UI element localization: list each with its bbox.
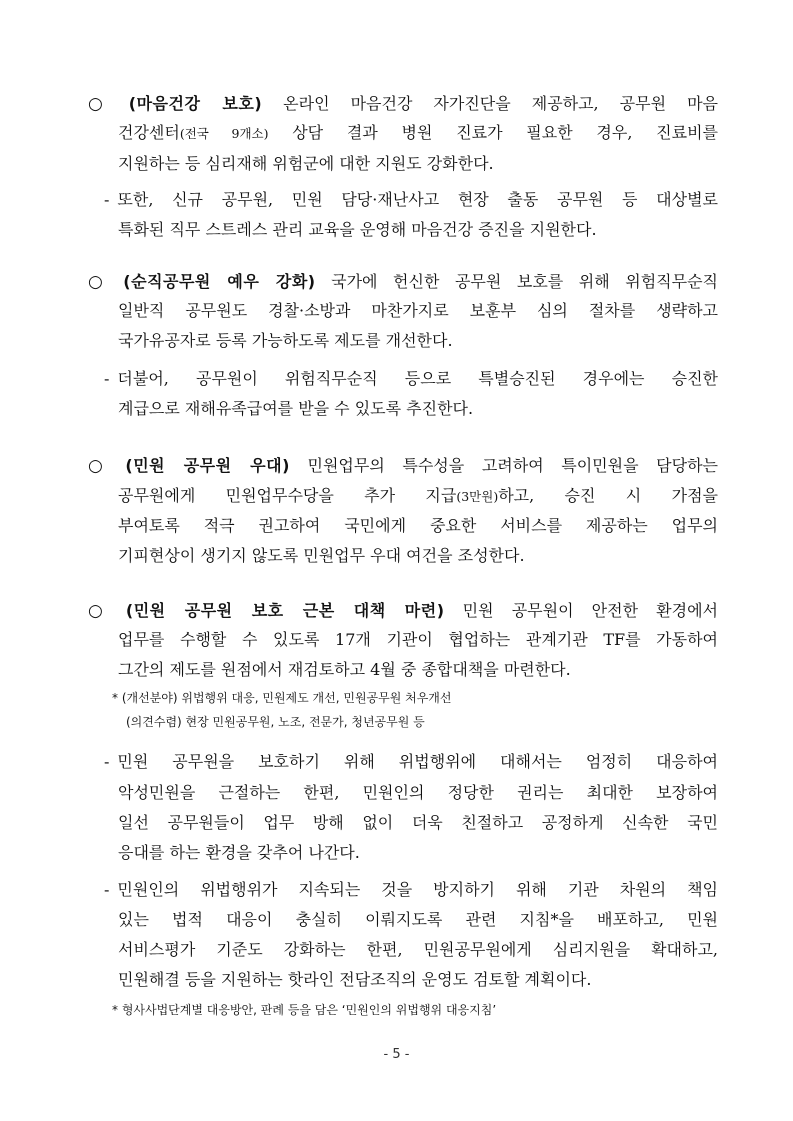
section-line: ○ (민원 공무원 우대) 민원업무의 특수성을 고려하여 특이민원을 담당하는 xyxy=(88,456,718,476)
page-number: - 5 - xyxy=(383,1047,410,1062)
section-line: 그간의 제도를 원점에서 재검토하고 4월 중 종합대책을 마련한다. xyxy=(118,660,571,679)
footnote: * 형사사법단계별 대응방안, 판례 등을 담은 ‘민원인의 위법행위 대응지침’ xyxy=(112,1003,497,1017)
dash-bullet-line: - 민원인의 위법행위가 지속되는 것을 방지하기 위해 기관 차원의 책임 xyxy=(104,880,718,899)
dash-bullet-line: 일선 공무원들이 업무 방해 없이 더욱 친절하고 공정하게 신속한 국민 xyxy=(118,813,718,832)
section-line: 기피현상이 생기지 않도록 민원업무 우대 여건을 조성한다. xyxy=(118,546,525,565)
dash-icon: - xyxy=(104,369,110,388)
section-heading: (민원 공무원 보호 근본 대책 마련) xyxy=(125,601,445,620)
section-line: 국가유공자로 등록 가능하도록 제도를 개선한다. xyxy=(118,331,453,350)
dash-bullet-line: 응대를 하는 환경을 갖추어 나간다. xyxy=(118,843,360,862)
section-line: ○ (민원 공무원 보호 근본 대책 마련) 민원 공무원이 안전한 환경에서 xyxy=(88,601,718,621)
dash-icon: - xyxy=(104,190,110,209)
section-heading: (마음건강 보호) xyxy=(128,94,263,113)
section-line: 부여토록 적극 권고하여 국민에게 중요한 서비스를 제공하는 업무의 xyxy=(118,516,718,535)
dash-icon: - xyxy=(104,880,110,899)
circle-bullet-icon: ○ xyxy=(88,456,116,476)
dash-bullet-line: 서비스평가 기준도 강화하는 한편, 민원공무원에게 심리지원을 확대하고, xyxy=(118,940,718,959)
section-line: 업무를 수행할 수 있도록 17개 기관이 협업하는 관계기관 TF를 가동하여 xyxy=(118,630,718,649)
dash-bullet-line: - 또한, 신규 공무원, 민원 담당·재난사고 현장 출동 공무원 등 대상별로 xyxy=(104,190,718,209)
dash-bullet-line: 특화된 직무 스트레스 관리 교육을 운영해 마음건강 증진을 지원한다. xyxy=(118,220,597,239)
section-line: 일반직 공무원도 경찰·소방과 마찬가지로 보훈부 심의 절차를 생략하고 xyxy=(118,301,718,320)
dash-bullet-line: - 더불어, 공무원이 위험직무순직 등으로 특별승진된 경우에는 승진한 xyxy=(104,369,718,388)
section-heading: (민원 공무원 우대) xyxy=(125,456,290,475)
section-heading: (순직공무원 예우 강화) xyxy=(123,272,316,291)
dash-icon: - xyxy=(104,752,110,771)
dash-bullet-line: 계급으로 재해유족급여를 받을 수 있도록 추진한다. xyxy=(118,399,474,418)
dash-bullet-line: 민원해결 등을 지원하는 핫라인 전담조직의 운영도 검토할 계획이다. xyxy=(118,970,592,989)
dash-bullet-line: 악성민원을 근절하는 한편, 민원인의 정당한 권리는 최대한 보장하여 xyxy=(118,783,718,802)
circle-bullet-icon: ○ xyxy=(88,272,114,292)
dash-bullet-line: - 민원 공무원을 보호하기 위해 위법행위에 대해서는 엄정히 대응하여 xyxy=(104,752,718,771)
dash-bullet-line: 있는 법적 대응이 충실히 이뤄지도록 관련 지침*을 배포하고, 민원 xyxy=(118,910,718,929)
footnote: * (개선분야) 위법행위 대응, 민원제도 개선, 민원공무원 처우개선 xyxy=(112,691,452,705)
footnote: (의견수렴) 현장 민원공무원, 노조, 전문가, 청년공무원 등 xyxy=(126,715,425,729)
section-line: ○ (순직공무원 예우 강화) 국가에 헌신한 공무원 보호를 위해 위험직무순직 xyxy=(88,272,718,292)
circle-bullet-icon: ○ xyxy=(88,601,116,621)
section-line: ○ (마음건강 보호) 온라인 마음건강 자가진단을 제공하고, 공무원 마음 xyxy=(88,94,718,114)
section-line: 공무원에게 민원업무수당을 추가 지급(3만원)하고, 승진 시 가점을 xyxy=(118,486,718,505)
section-line: 건강센터(전국 9개소) 상담 결과 병원 진료가 필요한 경우, 진료비를 xyxy=(118,123,718,142)
section-line: 지원하는 등 심리재해 위험군에 대한 지원도 강화한다. xyxy=(118,154,494,173)
circle-bullet-icon: ○ xyxy=(88,94,119,114)
